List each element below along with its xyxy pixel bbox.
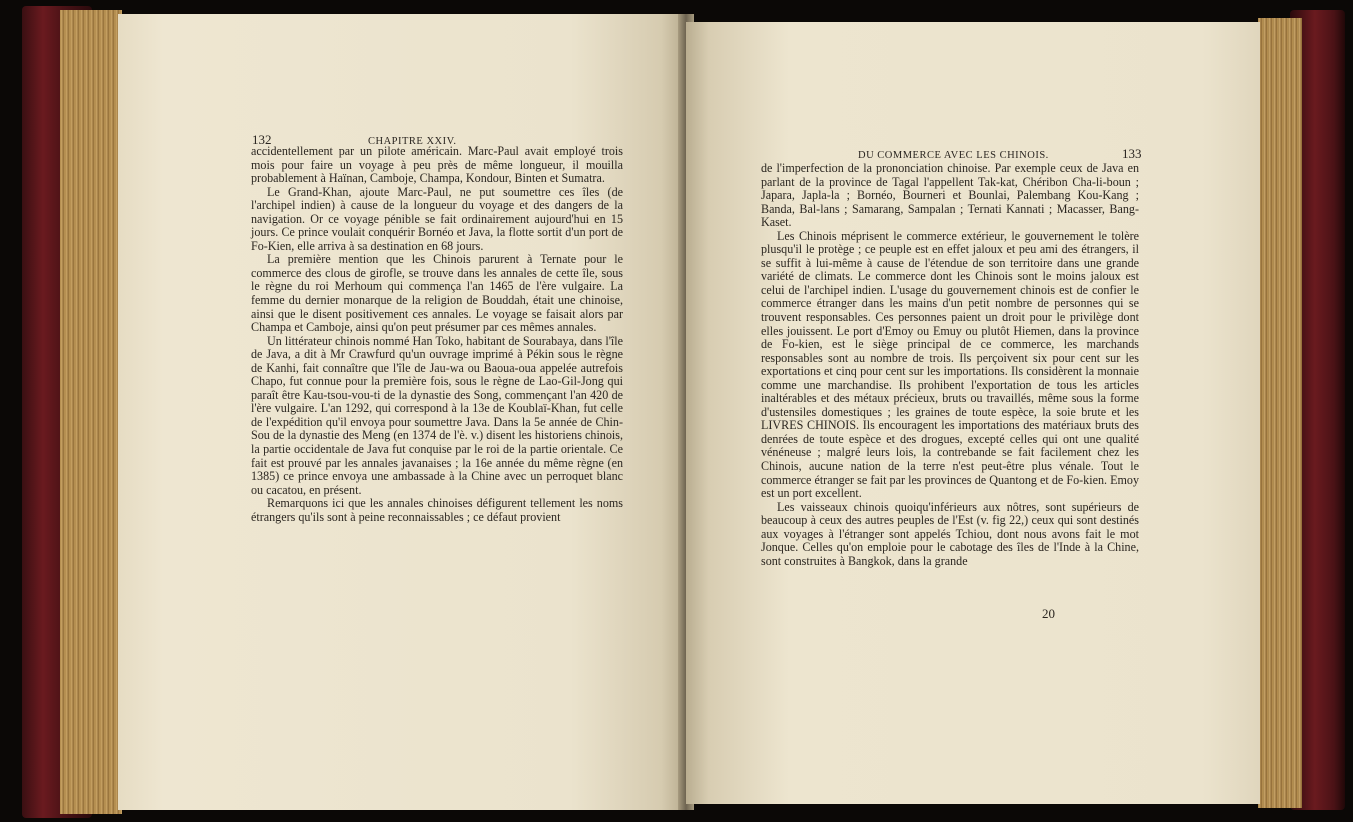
- paragraph: La première mention que les Chinois parurent à Ternate pour le commerce des clous de girofle, se trouve dans les annales de cette île, sous le règne du roi Merhoum qui commença l'an 1465 de l'ère vulgaire. La femme du dernier monarque de la religion de Bouddah, était une chinoise, ainsi que le disent positivement ces annales. Le voyage se faisait alors par Champa et Camboje, ainsi qu'on peut présumer par ces mêmes annales.: [251, 252, 623, 335]
- paragraph: Les Chinois méprisent le commerce extérieur, le gouvernement le tolère plusqu'il le protège ; ce peuple est en effet jaloux et peu ami des étrangers, il se suffit à lui-même à cause de l'étendue de son territoire dans une grande variété de climats. Le commerce dont les Chinois sont le moins jaloux est celui de l'archipel indien. L'usage du gouvernement chinois est de confier le commerce étranger dans les mains d'un petit nombre de personnes qui se trouvent responsables. Ces personnes paient un droit pour le privilège dont elles jouissent. Le port d'Emoy ou Emuy ou plutôt Hiemen, dans la province de Fo-kien, est le siège principal de ce commerce, les marchands responsables sont au nombre de trois. Ils perçoivent six pour cent sur les exportations et cinq pour cent sur les importations. Ils considèrent la monnaie comme une marchandise. Ils prohibent l'exportation de tous les articles inaltérables et des métaux précieux, bruts ou travaillés, même sous la forme d'ustensiles domestiques ; les graines de toute espèce, la soie brute et les LIVRES CHINOIS. Ils encouragent les importations des matériaux bruts des denrées de toute espèce et des drogues, excepté celles qui ont une qualité vénéneuse ; malgré leurs lois, la contrebande se fait facilement chez les Chinois, aucune nation de la terre n'est peut-être plus vénale. Tout le commerce étranger se fait par les provinces de Quantong et de Fo-kien. Emoy est un port excellent.: [761, 228, 1139, 501]
- right-page: [686, 22, 1260, 804]
- left-page-edges: [60, 10, 122, 814]
- right-running-head: DU COMMERCE AVEC LES CHINOIS.: [858, 150, 1049, 161]
- right-page-edges: [1258, 18, 1302, 808]
- paragraph: Le Grand-Khan, ajoute Marc-Paul, ne put soumettre ces îles (de l'archipel indien) à cause de la longueur du voyage et des dangers de la navigation. Or ce voyage pénible se fait ordinairement aujourd'hui en 15 jours. Ce prince voulait conquérir Bornéo et Java, la flotte sortit d'un port de Fo-Kien, elle arriva à sa destination en 68 jours.: [251, 184, 623, 253]
- left-running-head: CHAPITRE XXIV.: [368, 136, 457, 147]
- paragraph: Remarquons ici que les annales chinoises défigurent tellement les noms étrangers qu'ils sont à peine reconnaissables ; ce défaut provient: [251, 496, 623, 524]
- paragraph: Un littérateur chinois nommé Han Toko, habitant de Sourabaya, dans l'île de Java, a dit à Mr Crawfurd qu'un ouvrage imprimé à Pékin sous le règne de Kanhi, fait connaître que l'île de Jau-wa ou Baoua-oua appelée autrefois Chapo, fut connue pour la première fois, sous le règne de Lao-Gil-Jong qui paraît être Kau-tsou-vou-ti de la dynastie des Song, commençant l'an 420 de l'ère vulgaire. L'an 1292, qui correspond à la 13e de Koublaï-Khan, fut celle de l'expédition qu'il envoya pour soumettre Java. Dans la 5e année de Chin-Sou de la dynastie des Meng (en 1374 de l'è. v.) disent les historiens chinois, la partie occidentale de Java fut conquise par le roi de la partie orientale. Ce fait est prouvé par les annales javanaises ; la 16e année du même règne (en 1385) ce prince envoya une ambassade à la Chine avec un perroquet blanc ou cacatou, en présent.: [251, 333, 623, 497]
- paragraph: Les vaisseaux chinois quoiqu'inférieurs aux nôtres, sont supérieurs de beaucoup à ceux des autres peuples de l'Est (v. fig 22,) ceux qui sont destinés aux voyages à l'étranger sont appelés Tchiou, dont nous avons fait le mot Jonque. Celles qu'on emploie pour le cabotage des îles de l'Inde à la Chine, sont construites à Bangkok, dans la grande: [761, 499, 1139, 568]
- right-page-text: [761, 162, 1139, 568]
- left-page-text: [251, 145, 623, 524]
- paragraph: de l'imperfection de la prononciation chinoise. Par exemple ceux de Java en parlant de la province de Tagal l'appellent Tak-kat, Chéribon Cha-li-boun ; Japara, Japla-la ; Bornéo, Bourneri et Bounlai, Palembang Kou-Kang ; Banda, Bal-lans ; Samarang, Sampalan ; Ternati Kannati ; Macasser, Bang-Kaset.: [761, 161, 1139, 230]
- signature-mark: 20: [1042, 606, 1055, 621]
- right-page-number: 133: [1122, 146, 1142, 161]
- left-page: [118, 14, 684, 810]
- left-page-number: 132: [252, 132, 272, 147]
- paragraph: accidentellement par un pilote américain. Marc-Paul avait employé trois mois pour faire un voyage à peu près de même longueur, il mouilla probablement à Haïnan, Camboje, Champa, Kondour, Binten et Sumatra.: [251, 144, 623, 186]
